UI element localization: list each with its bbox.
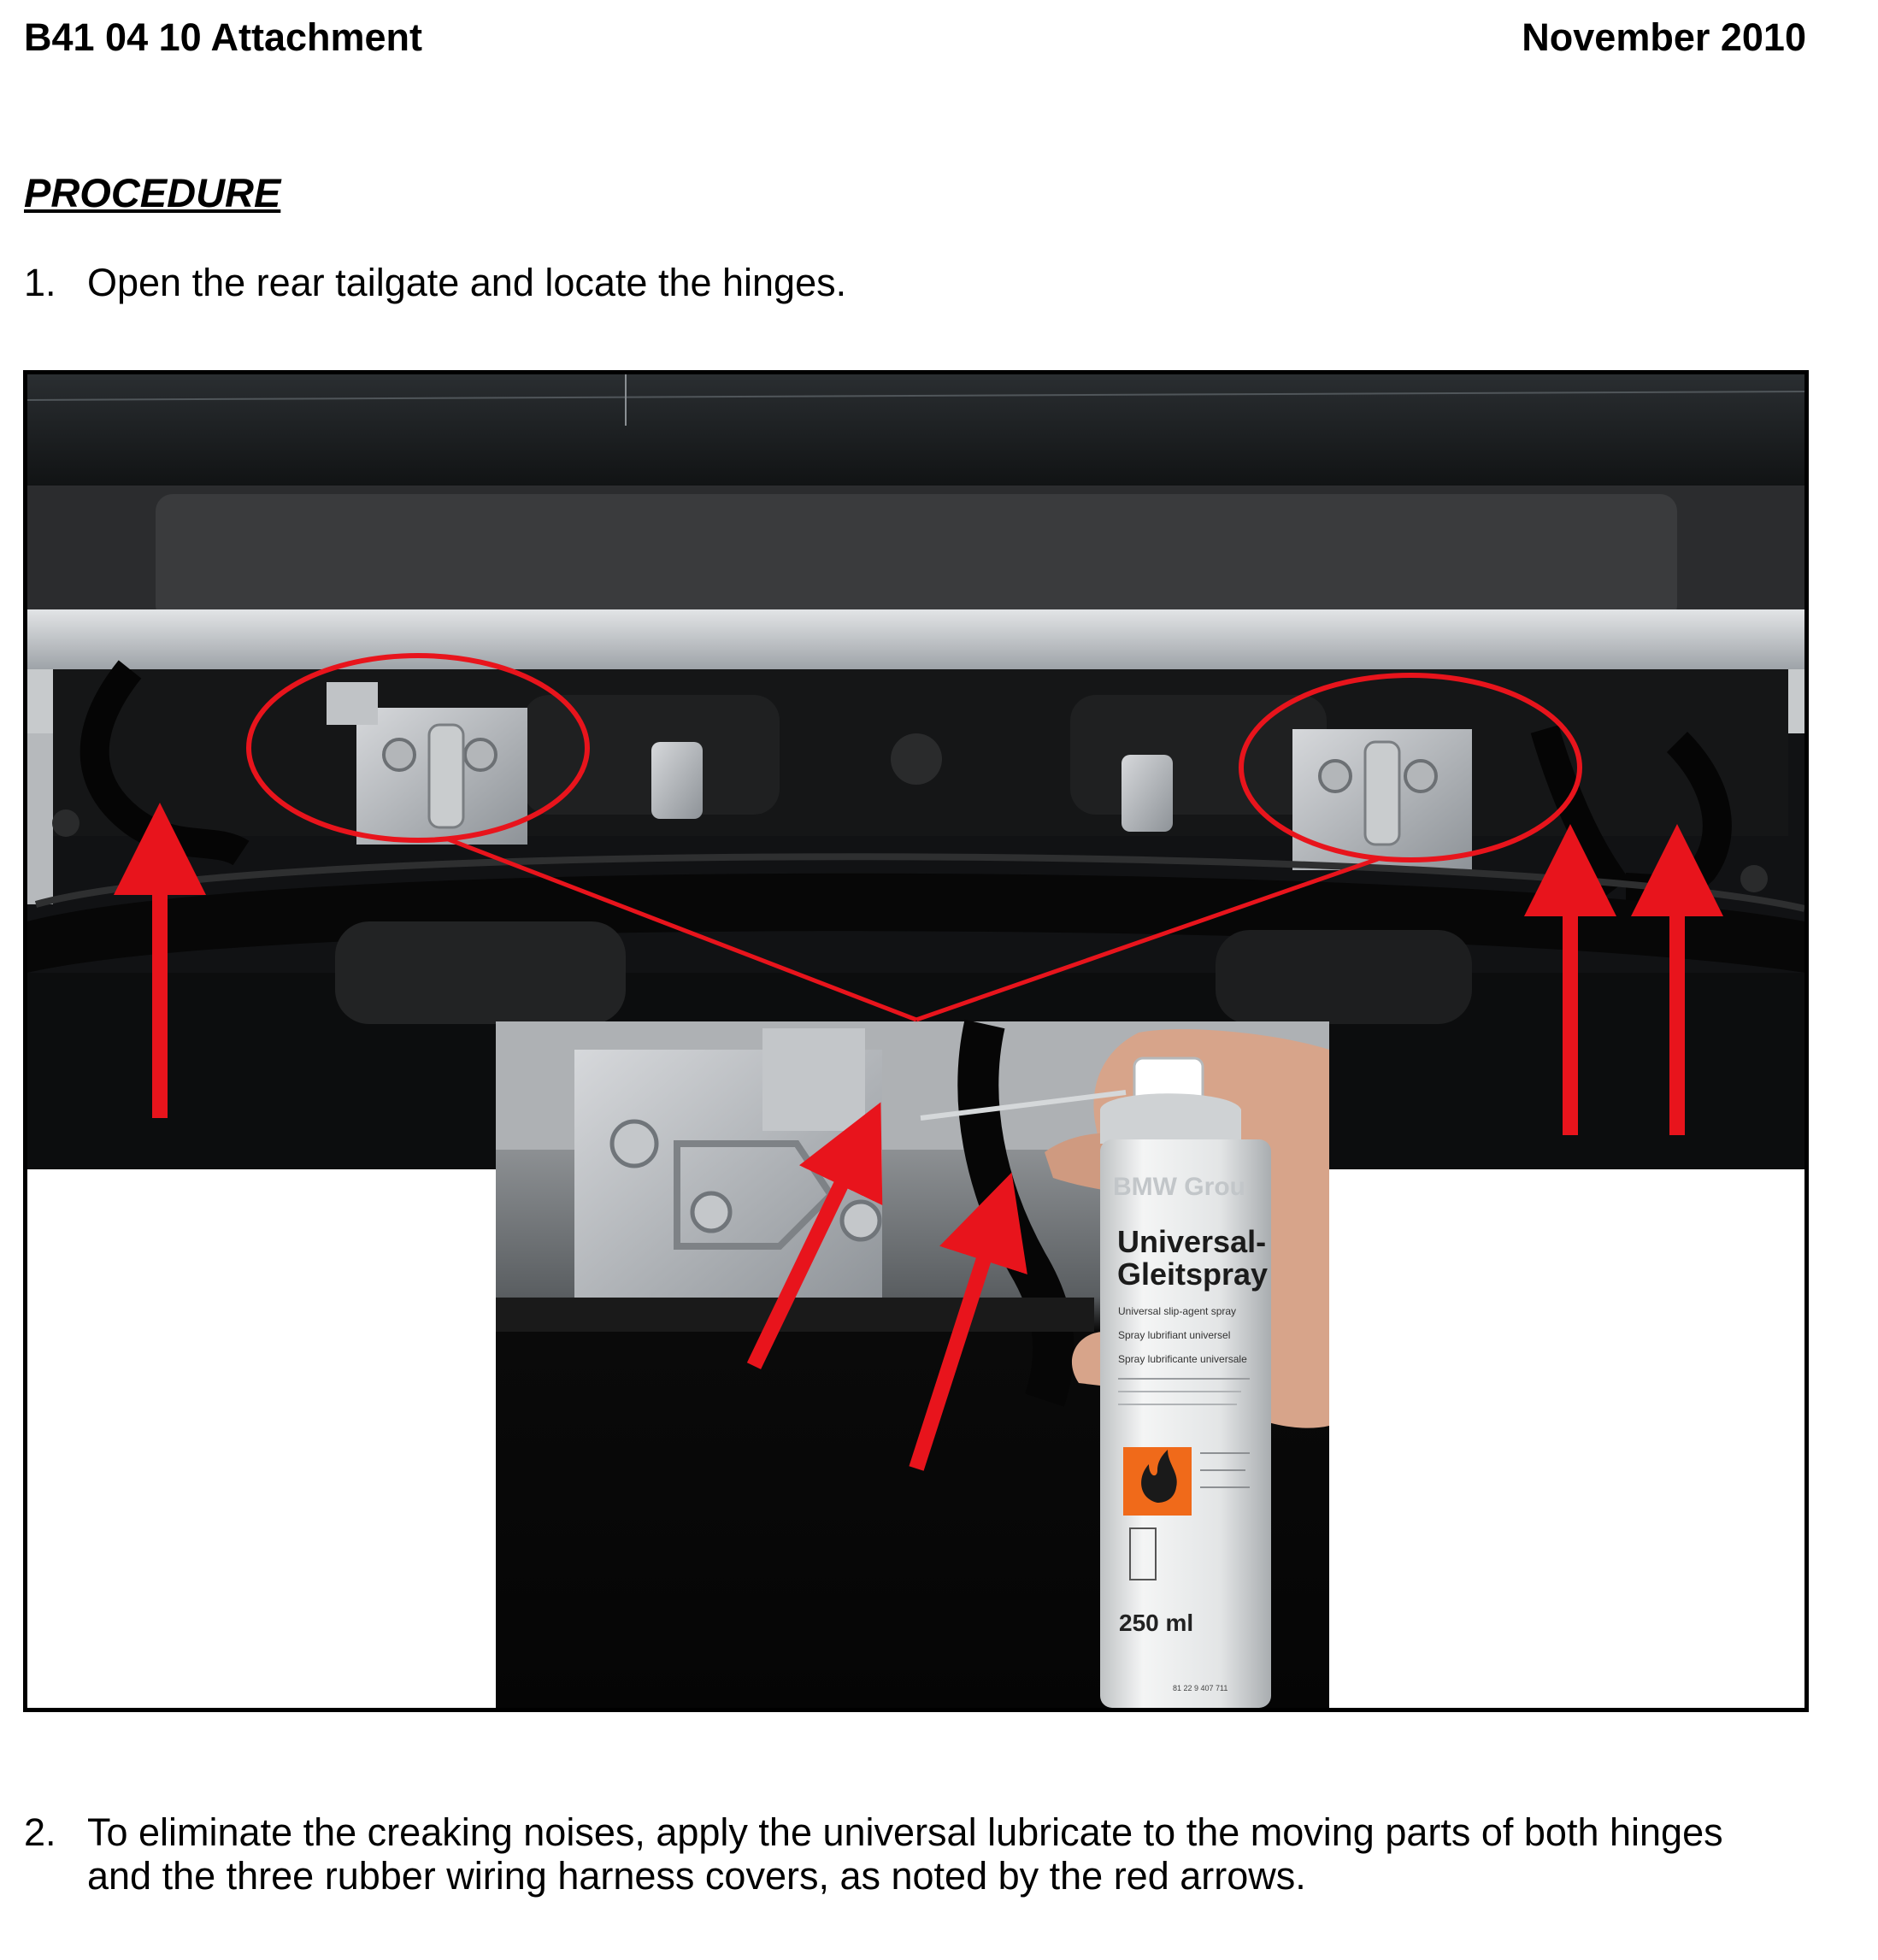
inset-closeup-photo xyxy=(496,1021,1329,1708)
tailgate-hinge-photo xyxy=(23,370,1809,1712)
step-number: 2. xyxy=(24,1810,56,1854)
step-2 xyxy=(24,1810,1819,1904)
step-text-line-1: To eliminate the creaking noises, apply the universal lubricate to the moving parts of both hinges xyxy=(87,1810,1723,1854)
spray-can xyxy=(1100,1058,1271,1708)
can-brand: BMW Grou xyxy=(1113,1173,1245,1201)
step-number: 1. xyxy=(24,261,56,304)
step-text: Open the rear tailgate and locate the hinges. xyxy=(87,261,847,304)
can-name-line2: Gleitspray xyxy=(1117,1257,1269,1292)
document-date: November 2010 xyxy=(1522,15,1806,59)
step-text-line-2: and the three rubber wiring harness covers, as noted by the red arrows. xyxy=(87,1854,1306,1898)
right-hinge xyxy=(1292,729,1472,870)
section-title: PROCEDURE xyxy=(24,170,281,215)
can-sub-2: Spray lubrifiant universel xyxy=(1118,1329,1231,1341)
document-id: B41 04 10 Attachment xyxy=(24,15,423,59)
can-sub-1: Universal slip-agent spray xyxy=(1118,1305,1237,1317)
can-part-number: 81 22 9 407 711 xyxy=(1173,1684,1228,1692)
can-sub-3: Spray lubrificante universale xyxy=(1118,1353,1247,1365)
step-1 xyxy=(24,261,964,312)
can-name-line1: Universal- xyxy=(1117,1224,1267,1259)
can-volume: 250 ml xyxy=(1119,1610,1194,1636)
photo-illustration xyxy=(27,374,1804,1708)
